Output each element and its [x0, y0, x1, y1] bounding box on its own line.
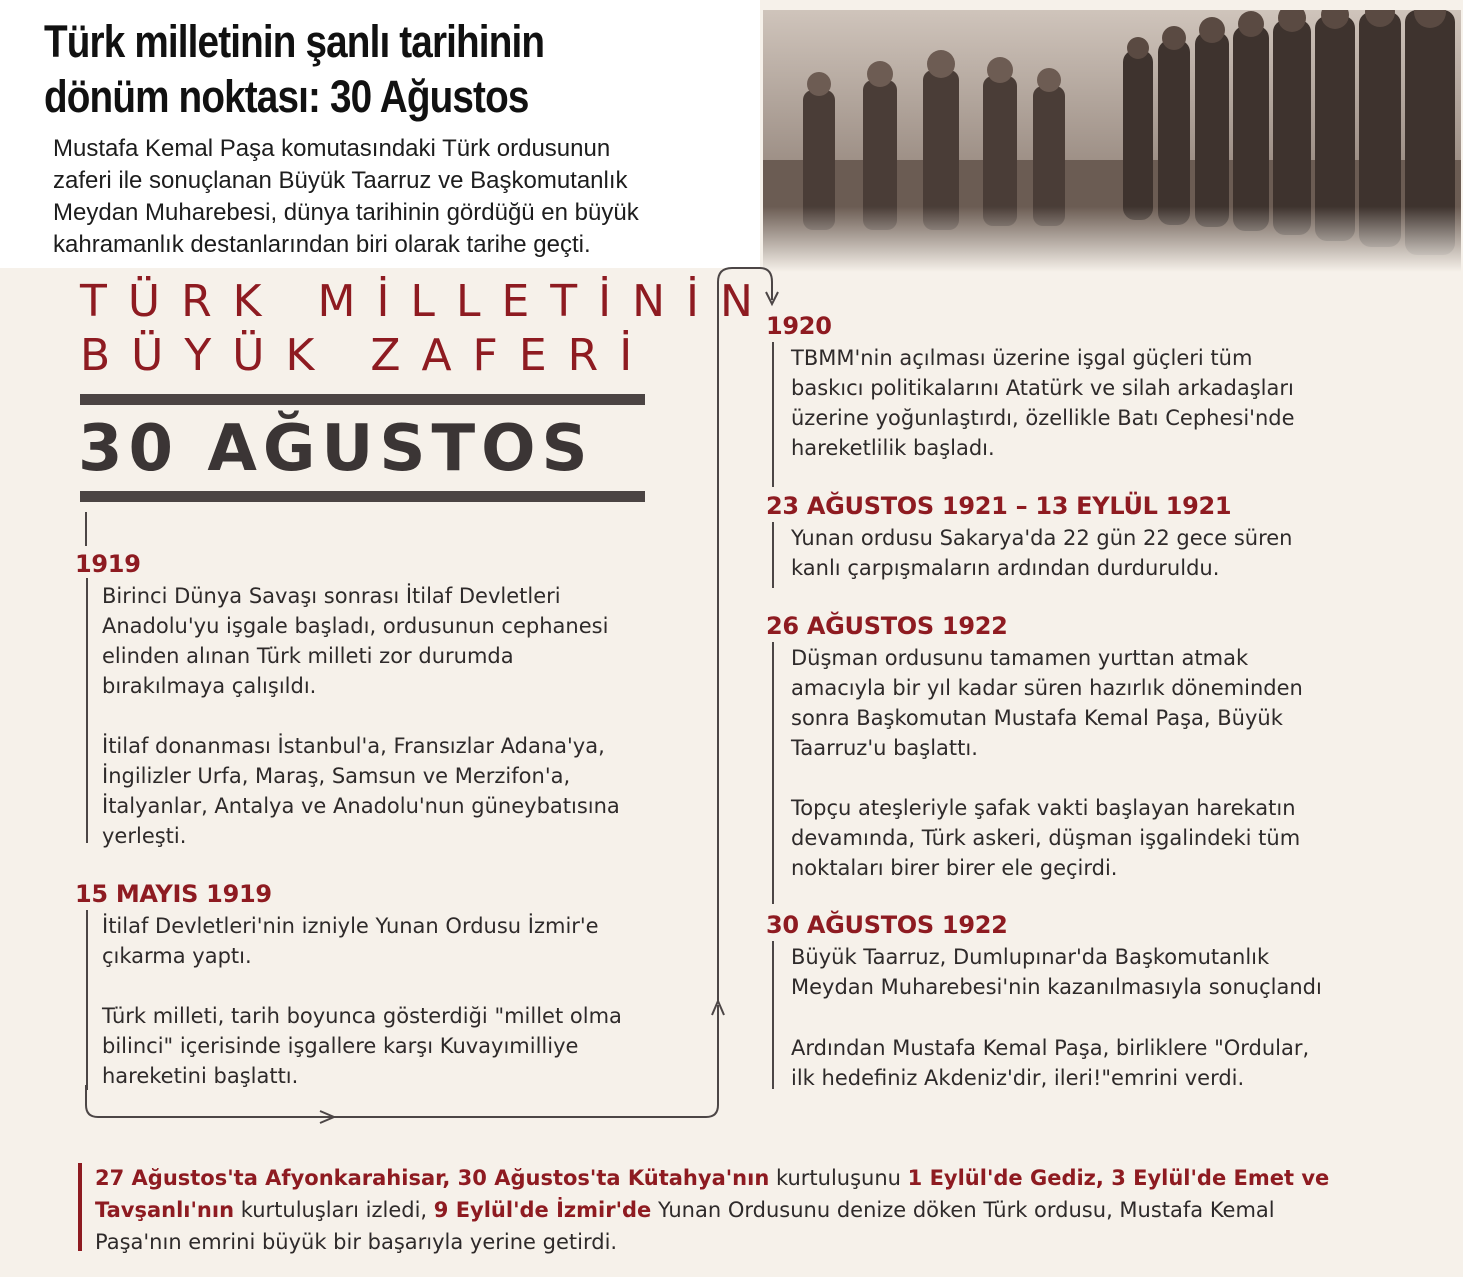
- intro-line-3: Meydan Muharebesi, dünya tarihinin gördüğü en büyük: [53, 199, 639, 226]
- text-line: üzerine yoğunlaştırdı, özellikle Batı Cephesi'nde: [791, 406, 1295, 430]
- entry-30aug-para-2: [791, 1033, 1309, 1093]
- intro-line-4: kahramanlık destanlarından biri olarak tarihe geçti.: [53, 231, 591, 258]
- entry-1920-para-1: [791, 343, 1295, 463]
- timeline-line-1919: [86, 578, 88, 843]
- year-26-aug-1922: 26 AĞUSTOS 1922: [766, 612, 1008, 640]
- text-line: amacıyla bir yıl kadar süren hazırlık döneminden: [791, 676, 1303, 700]
- timeline-line-sakarya: [772, 522, 774, 588]
- year-1920: 1920: [766, 312, 832, 340]
- year-sakarya: 23 AĞUSTOS 1921 – 13 EYLÜL 1921: [766, 492, 1232, 520]
- text-line: Meydan Muharebesi'nin kazanılmasıyla sonuçlandı: [791, 975, 1322, 999]
- text-line: İngilizler Urfa, Maraş, Samsun ve Merzifon'a,: [102, 764, 571, 788]
- summary-text-span: kurtuluşunu: [769, 1166, 908, 1190]
- summary-line-1: [95, 1162, 1455, 1194]
- text-line: elinden alınan Türk milleti zor durumda: [102, 644, 514, 668]
- timeline-line-26aug: [772, 642, 774, 904]
- text-line: Yunan ordusu Sakarya'da 22 gün 22 gece süren: [791, 526, 1293, 550]
- text-line: hareketlilik başladı.: [791, 436, 995, 460]
- text-line: noktaları birer birer ele geçirdi.: [791, 856, 1118, 880]
- year-1919: 1919: [75, 550, 141, 578]
- text-line: Türk milleti, tarih boyunca gösterdiği "millet olma: [102, 1004, 622, 1028]
- text-line: kanlı çarpışmaların ardından durduruldu.: [791, 556, 1220, 580]
- text-line: Anadolu'yu işgale başladı, ordusunun cephanesi: [102, 614, 609, 638]
- entry-26aug-para-2: [791, 793, 1300, 883]
- text-line: baskıcı politikalarını Atatürk ve silah arkadaşları: [791, 376, 1294, 400]
- year-15-may-1919: 15 MAYIS 1919: [75, 880, 272, 908]
- intro-line-1: Mustafa Kemal Paşa komutasındaki Türk ordusunun: [53, 135, 611, 162]
- title-line-1: TÜRK MİLLETİNİN: [80, 276, 774, 327]
- entry-may1919-para-2: [102, 1001, 622, 1091]
- entry-1919-para-2: [102, 731, 620, 851]
- text-line: Ardından Mustafa Kemal Paşa, birliklere "Ordular,: [791, 1036, 1310, 1060]
- intro-line-2: zaferi ile sonuçlanan Büyük Taarruz ve Başkomutanlık: [53, 167, 628, 194]
- text-line: Taarruz'u başlattı.: [791, 736, 978, 760]
- summary-text-span: Yunan Ordusunu denize döken Türk ordusu, Mustafa Kemal: [651, 1198, 1275, 1222]
- text-line: Düşman ordusunu tamamen yurttan atmak: [791, 646, 1249, 670]
- summary-highlight: Tavşanlı'nın: [95, 1198, 235, 1222]
- entry-30aug-para-1: [791, 942, 1322, 1002]
- text-line: bilinci" içerisinde işgallere karşı Kuvayımilliye: [102, 1034, 579, 1058]
- title-line-2: BÜYÜK ZAFERİ: [80, 330, 654, 381]
- summary-highlight: 1 Eylül'de Gediz, 3 Eylül'de Emet ve: [907, 1166, 1330, 1190]
- summary-highlight: 27 Ağustos'ta Afyonkarahisar, 30 Ağustos'ta Kütahya'nın: [95, 1166, 770, 1190]
- text-line: ilk hedefiniz Akdeniz'dir, ileri!"emrini verdi.: [791, 1066, 1245, 1090]
- text-line: bırakılmaya çalışıldı.: [102, 674, 317, 698]
- year-30-aug-1922: 30 AĞUSTOS 1922: [766, 911, 1008, 939]
- summary-text-span: kurtuluşları izledi,: [234, 1198, 434, 1222]
- summary-rule: [78, 1163, 82, 1251]
- summary-text: [95, 1162, 1455, 1258]
- title-date: 30 AĞUSTOS: [78, 412, 594, 486]
- text-line: çıkarma yaptı.: [102, 944, 252, 968]
- timeline-line-1920: [772, 342, 774, 487]
- summary-highlight: 9 Eylül'de İzmir'de: [433, 1198, 652, 1222]
- headline-line-2: dönüm noktası: 30 Ağustos: [44, 71, 529, 122]
- entry-26aug-para-1: [791, 643, 1303, 763]
- text-line: Birinci Dünya Savaşı sonrası İtilaf Devletleri: [102, 584, 561, 608]
- summary-line-3: Paşa'nın emrini büyük bir başarıyla yerine getirdi.: [95, 1230, 618, 1254]
- text-line: sonra Başkomutan Mustafa Kemal Paşa, Büyük: [791, 706, 1283, 730]
- text-line: hareketini başlattı.: [102, 1064, 299, 1088]
- text-line: İtilaf Devletleri'nin izniyle Yunan Ordusu İzmir'e: [102, 914, 599, 938]
- headline-line-1: Türk milletinin şanlı tarihinin: [44, 16, 545, 67]
- text-line: TBMM'nin açılması üzerine işgal güçleri tüm: [791, 346, 1253, 370]
- text-line: İtalyanlar, Antalya ve Anadolu'nun güneybatısına: [102, 794, 620, 818]
- entry-1919-para-1: [102, 581, 608, 701]
- timeline-line-may1919: [86, 910, 88, 1090]
- timeline-line-30aug: [772, 941, 774, 1089]
- summary-line-2: [95, 1194, 1455, 1226]
- text-line: Topçu ateşleriyle şafak vakti başlayan harekatın: [791, 796, 1296, 820]
- text-line: yerleşti.: [102, 824, 187, 848]
- text-line: devamında, Türk askeri, düşman işgalindeki tüm: [791, 826, 1301, 850]
- entry-may1919-para-1: [102, 911, 599, 971]
- text-line: İtilaf donanması İstanbul'a, Fransızlar Adana'ya,: [102, 734, 605, 758]
- entry-sakarya-para-1: [791, 523, 1292, 583]
- text-line: Büyük Taarruz, Dumlupınar'da Başkomutanlık: [791, 945, 1270, 969]
